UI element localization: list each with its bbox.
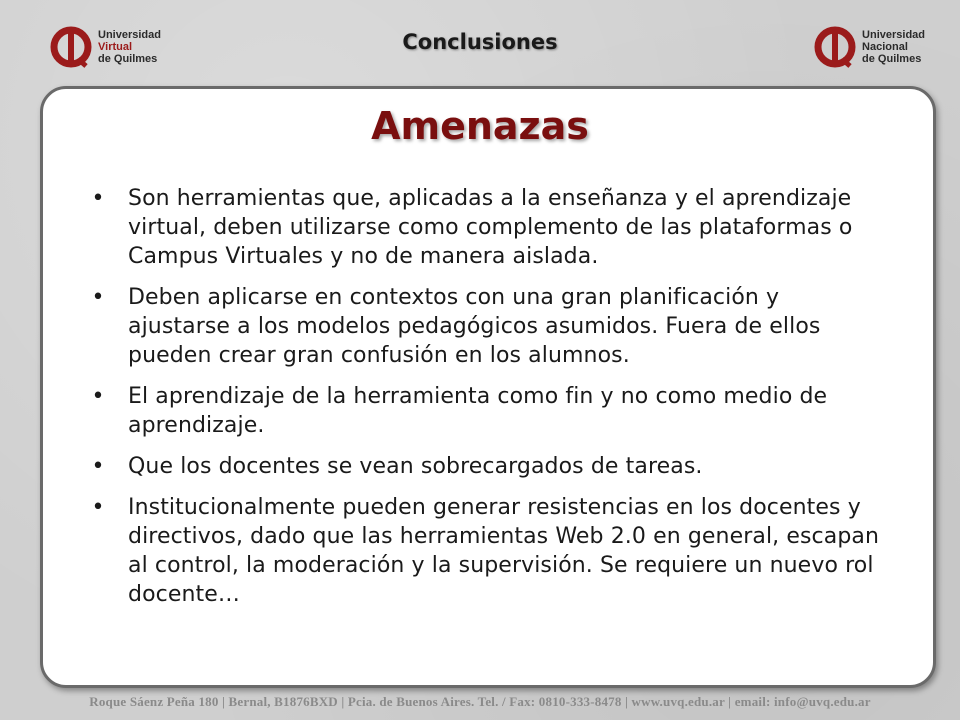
- logo-right-line2: Nacional: [862, 41, 908, 53]
- bullet-item: [88, 382, 888, 440]
- bullet-item: [88, 493, 888, 609]
- bullet-item: [88, 184, 888, 271]
- footer-contact: Roque Sáenz Peña 180 | Bernal, B1876BXD | Pcia. de Buenos Aires. Tel. / Fax: 0810-333-8478 | www.uvq.edu.ar | email: info@uvq.edu.ar: [89, 694, 871, 709]
- bullet-icon: •: [91, 495, 105, 520]
- bullet-text: Institucionalmente pueden generar resistencias en los docentes y directivos, dado que las herramientas Web 2.0 en general, escapan al control, la moderación y la supervisión. Se requiere un nuevo rol docente…: [128, 495, 880, 607]
- bullet-icon: •: [91, 384, 105, 409]
- bullet-list: [88, 184, 888, 621]
- logo-right-line3: de Quilmes: [862, 53, 922, 65]
- logo-right-line1: Universidad: [862, 29, 925, 41]
- logo-left-line2: Virtual: [98, 41, 133, 53]
- bullet-text: Son herramientas que, aplicadas a la enseñanza y el aprendizaje virtual, deben utilizarse como complemento de las plataformas o Campus Virtuales y no de manera aislada.: [128, 186, 853, 269]
- logo-left-line1: Universidad: [98, 29, 161, 41]
- bullet-item: [88, 283, 888, 370]
- bullet-icon: •: [91, 285, 105, 310]
- bullet-text: Deben aplicarse en contextos con una gran planificación y ajustarse a los modelos pedagógicos asumidos. Fuera de ellos pueden crear gran confusión en los alumnos.: [128, 285, 821, 368]
- bullet-item: [88, 452, 888, 481]
- bullet-icon: •: [91, 186, 105, 211]
- unq-logo-icon: [814, 26, 856, 68]
- logo-universidad-nacional: [814, 26, 925, 68]
- logo-left-line3: de Quilmes: [98, 53, 158, 65]
- section-title: Conclusiones: [402, 30, 558, 54]
- bullet-text: Que los docentes se vean sobrecargados de tareas.: [128, 454, 703, 479]
- bullet-icon: •: [91, 454, 105, 479]
- slide-title: Amenazas: [371, 104, 589, 148]
- bullet-text: El aprendizaje de la herramienta como fin y no como medio de aprendizaje.: [128, 384, 828, 438]
